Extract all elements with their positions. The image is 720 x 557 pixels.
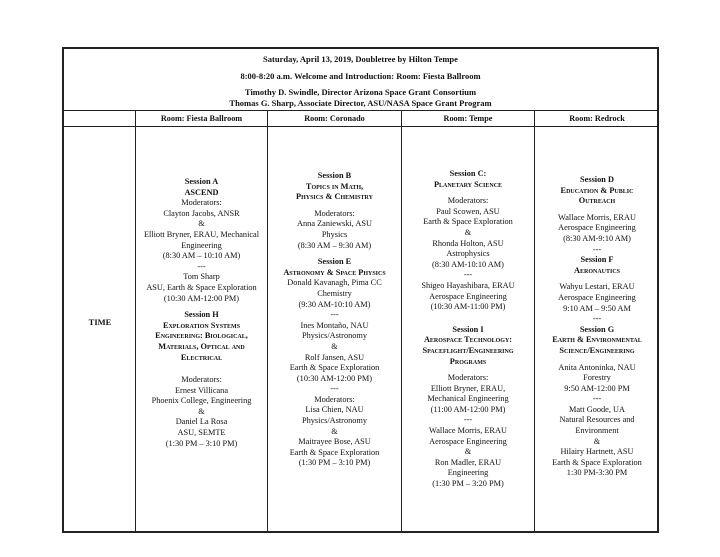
session-d-line: ---: [592, 244, 602, 254]
session-a-line: (10:30 AM-12:00 PM): [163, 293, 240, 303]
session-a-line: Engineering: [181, 240, 222, 250]
session-g-subtitle: Science/Engineering: [559, 345, 635, 355]
session-e-line: Earth & Space Exploration: [289, 363, 380, 373]
header-director: Timothy D. Swindle, Director Arizona Space Grant Consortium: [244, 87, 477, 97]
session-f-line: Wahyu Lestari, ERAU: [559, 282, 635, 292]
header-divider: [64, 110, 657, 111]
session-i-line: Engineering: [447, 468, 489, 478]
session-e-line: &: [331, 341, 338, 351]
session-c-line: (10:30 AM-11:00 PM): [430, 302, 506, 312]
room-row-divider: [64, 126, 657, 127]
session-f-subtitle: Aeronautics: [574, 265, 620, 275]
session-h-line: Phoenix College, Engineering: [151, 396, 252, 406]
session-h-line: ASU, SEMTE: [177, 428, 226, 438]
session-g-line: Anita Antoninka, NAU: [558, 362, 636, 372]
session-i-line: Moderators:: [447, 373, 489, 383]
session-c-line: Moderators:: [447, 196, 489, 206]
session-a-line: (8:30 AM – 10:10 AM): [162, 251, 241, 261]
session-c-line: Astrophysics: [446, 249, 490, 259]
session-e-line: ---: [330, 310, 339, 320]
session-i-line: (1:30 PM – 3:20 PM): [432, 479, 504, 489]
session-a-line: Tom Sharp: [183, 272, 220, 282]
session-h-subtitle: Exploration Systems: [162, 320, 241, 330]
session-g-line: Earth & Space Exploration: [552, 457, 642, 467]
header-welcome-text: 8:00-8:20 a.m. Welcome and Introduction: Room: Fiesta Ballroom: [240, 71, 481, 81]
session-e-line: &: [331, 426, 338, 436]
session-c-line: Shigeo Hayashibara, ERAU: [421, 280, 515, 290]
session-e-line: Lisa Chien, NAU: [305, 405, 364, 415]
session-i-line: Mechanical Engineering: [427, 394, 509, 404]
session-e-line: Moderators:: [314, 394, 355, 404]
session-a-subtitle: ASCEND: [184, 187, 219, 197]
column-redrock: [535, 175, 659, 479]
session-i-title: Session I: [452, 324, 484, 334]
session-h-line: Ernest Villicana: [174, 385, 229, 395]
session-g-line: 1:30 PM-3:30 PM: [566, 468, 628, 478]
session-e-line: (1:30 PM – 3:10 PM): [298, 458, 371, 468]
column-tempe: [402, 169, 534, 490]
column-coronado: [268, 171, 401, 469]
session-a-line: Moderators:: [181, 198, 222, 208]
session-i-line: ---: [463, 415, 473, 425]
session-i-subtitle: Aerospace Technology:: [423, 335, 513, 345]
room-header-fiesta: Room: Fiesta Ballroom: [160, 114, 243, 123]
session-b-line: Moderators:: [314, 208, 355, 218]
session-e-line: Physics/Astronomy: [302, 416, 367, 426]
room-header-coronado: Room: Coronado: [304, 114, 365, 123]
session-f-line: Aerospace Engineering: [558, 292, 636, 302]
session-i-subtitle: Spaceflight/Engineering: [422, 345, 514, 355]
session-e-line: Donald Kavanagh, Pima CC: [287, 278, 382, 288]
session-c-subtitle: Planetary Science: [433, 179, 503, 189]
session-b-subtitle: Physics & Chemistry: [296, 192, 373, 202]
session-g-line: Environment: [575, 426, 619, 436]
session-e-line: Earth & Space Exploration: [289, 447, 380, 457]
session-c-line: Earth & Space Exploration: [423, 217, 513, 227]
session-e-line: (9:30 AM-10:10 AM): [298, 299, 371, 309]
session-c-line: (8:30 AM-10:10 AM): [432, 259, 504, 269]
session-i-line: (11:00 AM-12:00 PM): [430, 404, 506, 414]
session-e-line: Ines Montaño, NAU: [300, 320, 369, 330]
session-d-line: Aerospace Engineering: [558, 223, 636, 233]
session-a-title: Session A: [184, 177, 219, 186]
room-header-tempe: Room: Tempe: [443, 114, 493, 123]
session-f-line: 9:10 AM – 9:50 AM: [563, 303, 631, 313]
session-h-title: Session H: [184, 310, 219, 320]
session-a-line: ---: [197, 261, 206, 271]
session-e-line: Maitrayee Bose, ASU: [298, 437, 371, 447]
session-e-line: Rolf Jansen, ASU: [304, 352, 365, 362]
session-h-line: &: [198, 406, 205, 416]
session-b-title: Session B: [317, 171, 352, 180]
session-g-subtitle: Earth & Environmental: [552, 335, 642, 345]
session-c-title: Session C:: [449, 169, 487, 178]
session-a-line: &: [198, 219, 205, 229]
session-c-line: Aerospace Engineering: [429, 291, 507, 301]
header-date-venue: Saturday, April 13, 2019, Doubletree by Hilton Tempe: [263, 54, 458, 64]
session-e-subtitle: Astronomy & Space Physics: [283, 267, 386, 277]
session-e-line: (10:30 AM-12:00 PM): [296, 373, 373, 383]
session-i-line: &: [464, 447, 472, 457]
session-d-line: (8:30 AM-9:10 AM): [563, 233, 631, 243]
session-i-subtitle: Programs: [449, 356, 487, 366]
session-f-line: ---: [592, 314, 602, 324]
room-header-redrock: Room: Redrock: [569, 114, 625, 123]
time-label: TIME: [88, 317, 112, 327]
session-c-line: Paul Scowen, ASU: [436, 206, 500, 216]
header-welcome-line: [64, 71, 657, 82]
session-d-subtitle: Outreach: [578, 196, 616, 206]
session-d-subtitle: Education & Public: [560, 185, 634, 195]
session-b-subtitle: Topics in Math,: [305, 181, 364, 191]
session-i-line: Aerospace Engineering: [429, 436, 507, 446]
session-e-line: Chemistry: [317, 288, 352, 298]
session-h-line: Daniel La Rosa: [175, 417, 228, 427]
session-g-title: Session G: [579, 324, 615, 334]
session-f-title: Session F: [580, 255, 614, 265]
session-c-line: ---: [463, 270, 473, 280]
session-g-line: Forestry: [583, 373, 611, 383]
column-fiesta: [136, 177, 267, 449]
session-g-line: 9:50 AM-12:00 PM: [564, 383, 630, 393]
session-d-line: Wallace Morris, ERAU: [558, 212, 636, 222]
session-g-line: ---: [592, 394, 602, 404]
header-associate-director: Thomas G. Sharp, Associate Director, ASU/NASA Space Grant Program: [229, 98, 492, 108]
session-h-subtitle: Engineering: Biological,: [155, 331, 248, 341]
session-i-line: Ron Madler, ERAU: [434, 457, 502, 467]
schedule-page: [62, 47, 659, 533]
session-h-line: (1:30 PM – 3:10 PM): [165, 438, 238, 448]
session-g-line: &: [593, 436, 601, 446]
session-h-subtitle: Electrical: [180, 352, 223, 362]
session-g-line: Hilairy Hartnett, ASU: [560, 447, 634, 457]
session-e-line: Physics/Astronomy: [302, 331, 367, 341]
session-i-line: Elliott Bryner, ERAU,: [430, 383, 506, 393]
session-i-line: Wallace Morris, ERAU: [429, 426, 507, 436]
session-b-line: Anna Zaniewski, ASU: [297, 219, 372, 229]
session-e-title: Session E: [317, 257, 352, 267]
session-g-line: Natural Resources and: [559, 415, 635, 425]
session-a-line: Elliott Bryner, ERAU, Mechanical: [143, 229, 260, 239]
session-e-line: ---: [330, 384, 339, 394]
schedule-header: [64, 49, 657, 111]
session-a-line: Clayton Jacobs, ANSR: [163, 208, 240, 218]
session-c-line: &: [464, 227, 472, 237]
session-c-line: Rhonda Holton, ASU: [432, 238, 504, 248]
session-d-title: Session D: [580, 175, 614, 184]
session-b-line: (8:30 AM – 9:30 AM): [297, 240, 372, 250]
session-a-line: ASU, Earth & Space Exploration: [146, 282, 257, 292]
session-b-line: Physics: [321, 229, 348, 239]
session-h-subtitle: Materials, Optical and: [158, 341, 245, 351]
session-h-line: Moderators:: [181, 375, 222, 385]
session-g-line: Matt Goode, UA: [569, 404, 625, 414]
